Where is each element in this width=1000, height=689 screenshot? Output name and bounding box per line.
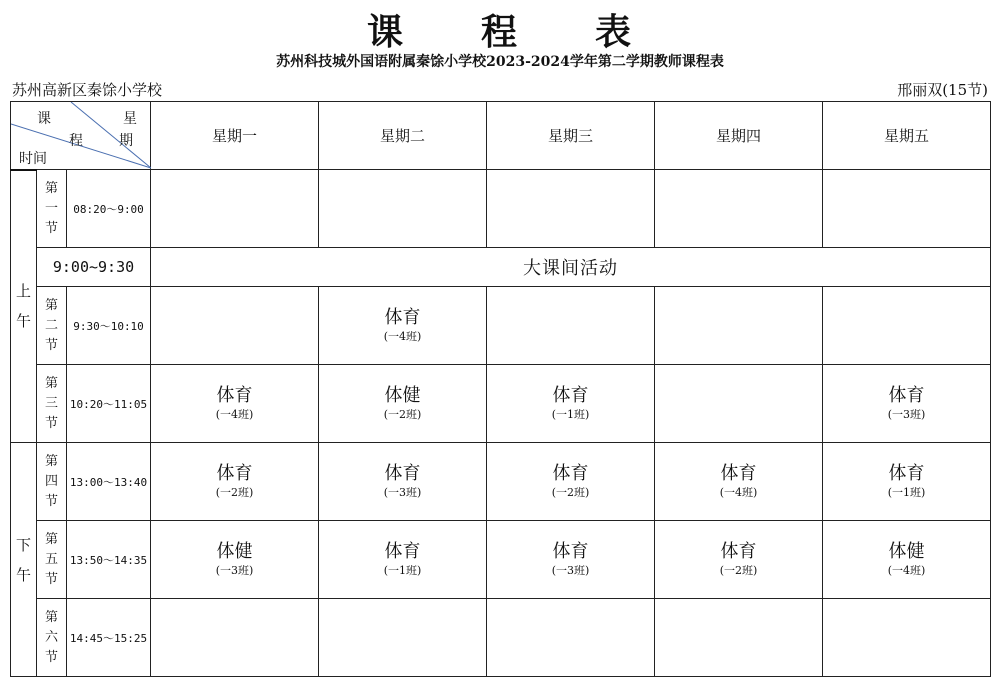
period-time: 9:30～10:10 — [67, 287, 151, 365]
lesson-cell: 体育 (一2班) — [151, 443, 319, 521]
period-label: 第 五 节 — [37, 521, 67, 599]
lesson-cell: 体健 (一2班) — [319, 365, 487, 443]
lesson-cell: 体育 (一3班) — [319, 443, 487, 521]
lesson-cell: 体育 (一1班) — [319, 521, 487, 599]
lesson-cell: 体育 (一4班) — [319, 287, 487, 365]
lesson-cell: 体育 (一4班) — [151, 365, 319, 443]
period-row-3 — [11, 365, 991, 443]
period-row-6 — [11, 599, 991, 677]
lesson-cell — [319, 170, 487, 248]
lesson-cell — [655, 365, 823, 443]
lesson-cell: 体育 (一1班) — [487, 365, 655, 443]
period-row-4 — [11, 443, 991, 521]
period-time: 13:50～14:35 — [67, 521, 151, 599]
lesson-cell — [319, 599, 487, 677]
day-header-thu: 星期四 — [655, 102, 823, 170]
break-row — [11, 248, 991, 287]
day-header-wed: 星期三 — [487, 102, 655, 170]
teacher-name: 邢丽双(15节) — [897, 81, 988, 99]
lesson-cell: 体健 (一4班) — [823, 521, 991, 599]
header-row — [11, 102, 991, 170]
school-name: 苏州高新区秦馀小学校 — [12, 81, 163, 99]
schedule-table — [10, 101, 991, 677]
lesson-cell — [151, 287, 319, 365]
break-time: 9:00~9:30 — [37, 248, 151, 287]
corner-ke: 课 — [37, 111, 51, 127]
corner-cheng: 程 — [69, 133, 83, 149]
lesson-cell: 体育 (一3班) — [823, 365, 991, 443]
lesson-cell — [823, 170, 991, 248]
lesson-cell: 体育 (一3班) — [487, 521, 655, 599]
half-am: 上 午 — [11, 170, 37, 443]
lesson-cell — [487, 599, 655, 677]
corner-cell — [11, 102, 151, 170]
period-label: 第 一 节 — [37, 170, 67, 248]
page-subtitle: 苏州科技城外国语附属秦馀小学校2023-2024学年第二学期教师课程表 — [276, 54, 724, 70]
lesson-cell — [151, 170, 319, 248]
lesson-cell: 体育 (一1班) — [823, 443, 991, 521]
period-time: 08:20～9:00 — [67, 170, 151, 248]
period-time: 10:20～11:05 — [67, 365, 151, 443]
corner-qi: 期 — [119, 133, 133, 149]
period-label: 第 四 节 — [37, 443, 67, 521]
lesson-cell: 体育 (一4班) — [655, 443, 823, 521]
page-title: 课 程 表 — [366, 11, 633, 53]
lesson-cell — [655, 170, 823, 248]
lesson-cell — [487, 170, 655, 248]
lesson-cell — [823, 599, 991, 677]
day-header-fri: 星期五 — [823, 102, 991, 170]
lesson-cell — [655, 599, 823, 677]
half-pm: 下 午 — [11, 443, 37, 677]
period-row-5 — [11, 521, 991, 599]
lesson-cell — [487, 287, 655, 365]
period-time: 14:45～15:25 — [67, 599, 151, 677]
lesson-cell: 体健 (一3班) — [151, 521, 319, 599]
lesson-cell — [151, 599, 319, 677]
period-row-1 — [11, 170, 991, 248]
day-header-mon: 星期一 — [151, 102, 319, 170]
lesson-cell — [823, 287, 991, 365]
lesson-cell: 体育 (一2班) — [487, 443, 655, 521]
lesson-cell — [655, 287, 823, 365]
period-time: 13:00～13:40 — [67, 443, 151, 521]
period-label: 第 二 节 — [37, 287, 67, 365]
corner-xing: 星 — [123, 111, 137, 127]
corner-time: 时间 — [19, 151, 47, 167]
break-activity: 大课间活动 — [151, 248, 991, 287]
period-label: 第 六 节 — [37, 599, 67, 677]
lesson-cell: 体育 (一2班) — [655, 521, 823, 599]
day-header-tue: 星期二 — [319, 102, 487, 170]
period-label: 第 三 节 — [37, 365, 67, 443]
period-row-2 — [11, 287, 991, 365]
